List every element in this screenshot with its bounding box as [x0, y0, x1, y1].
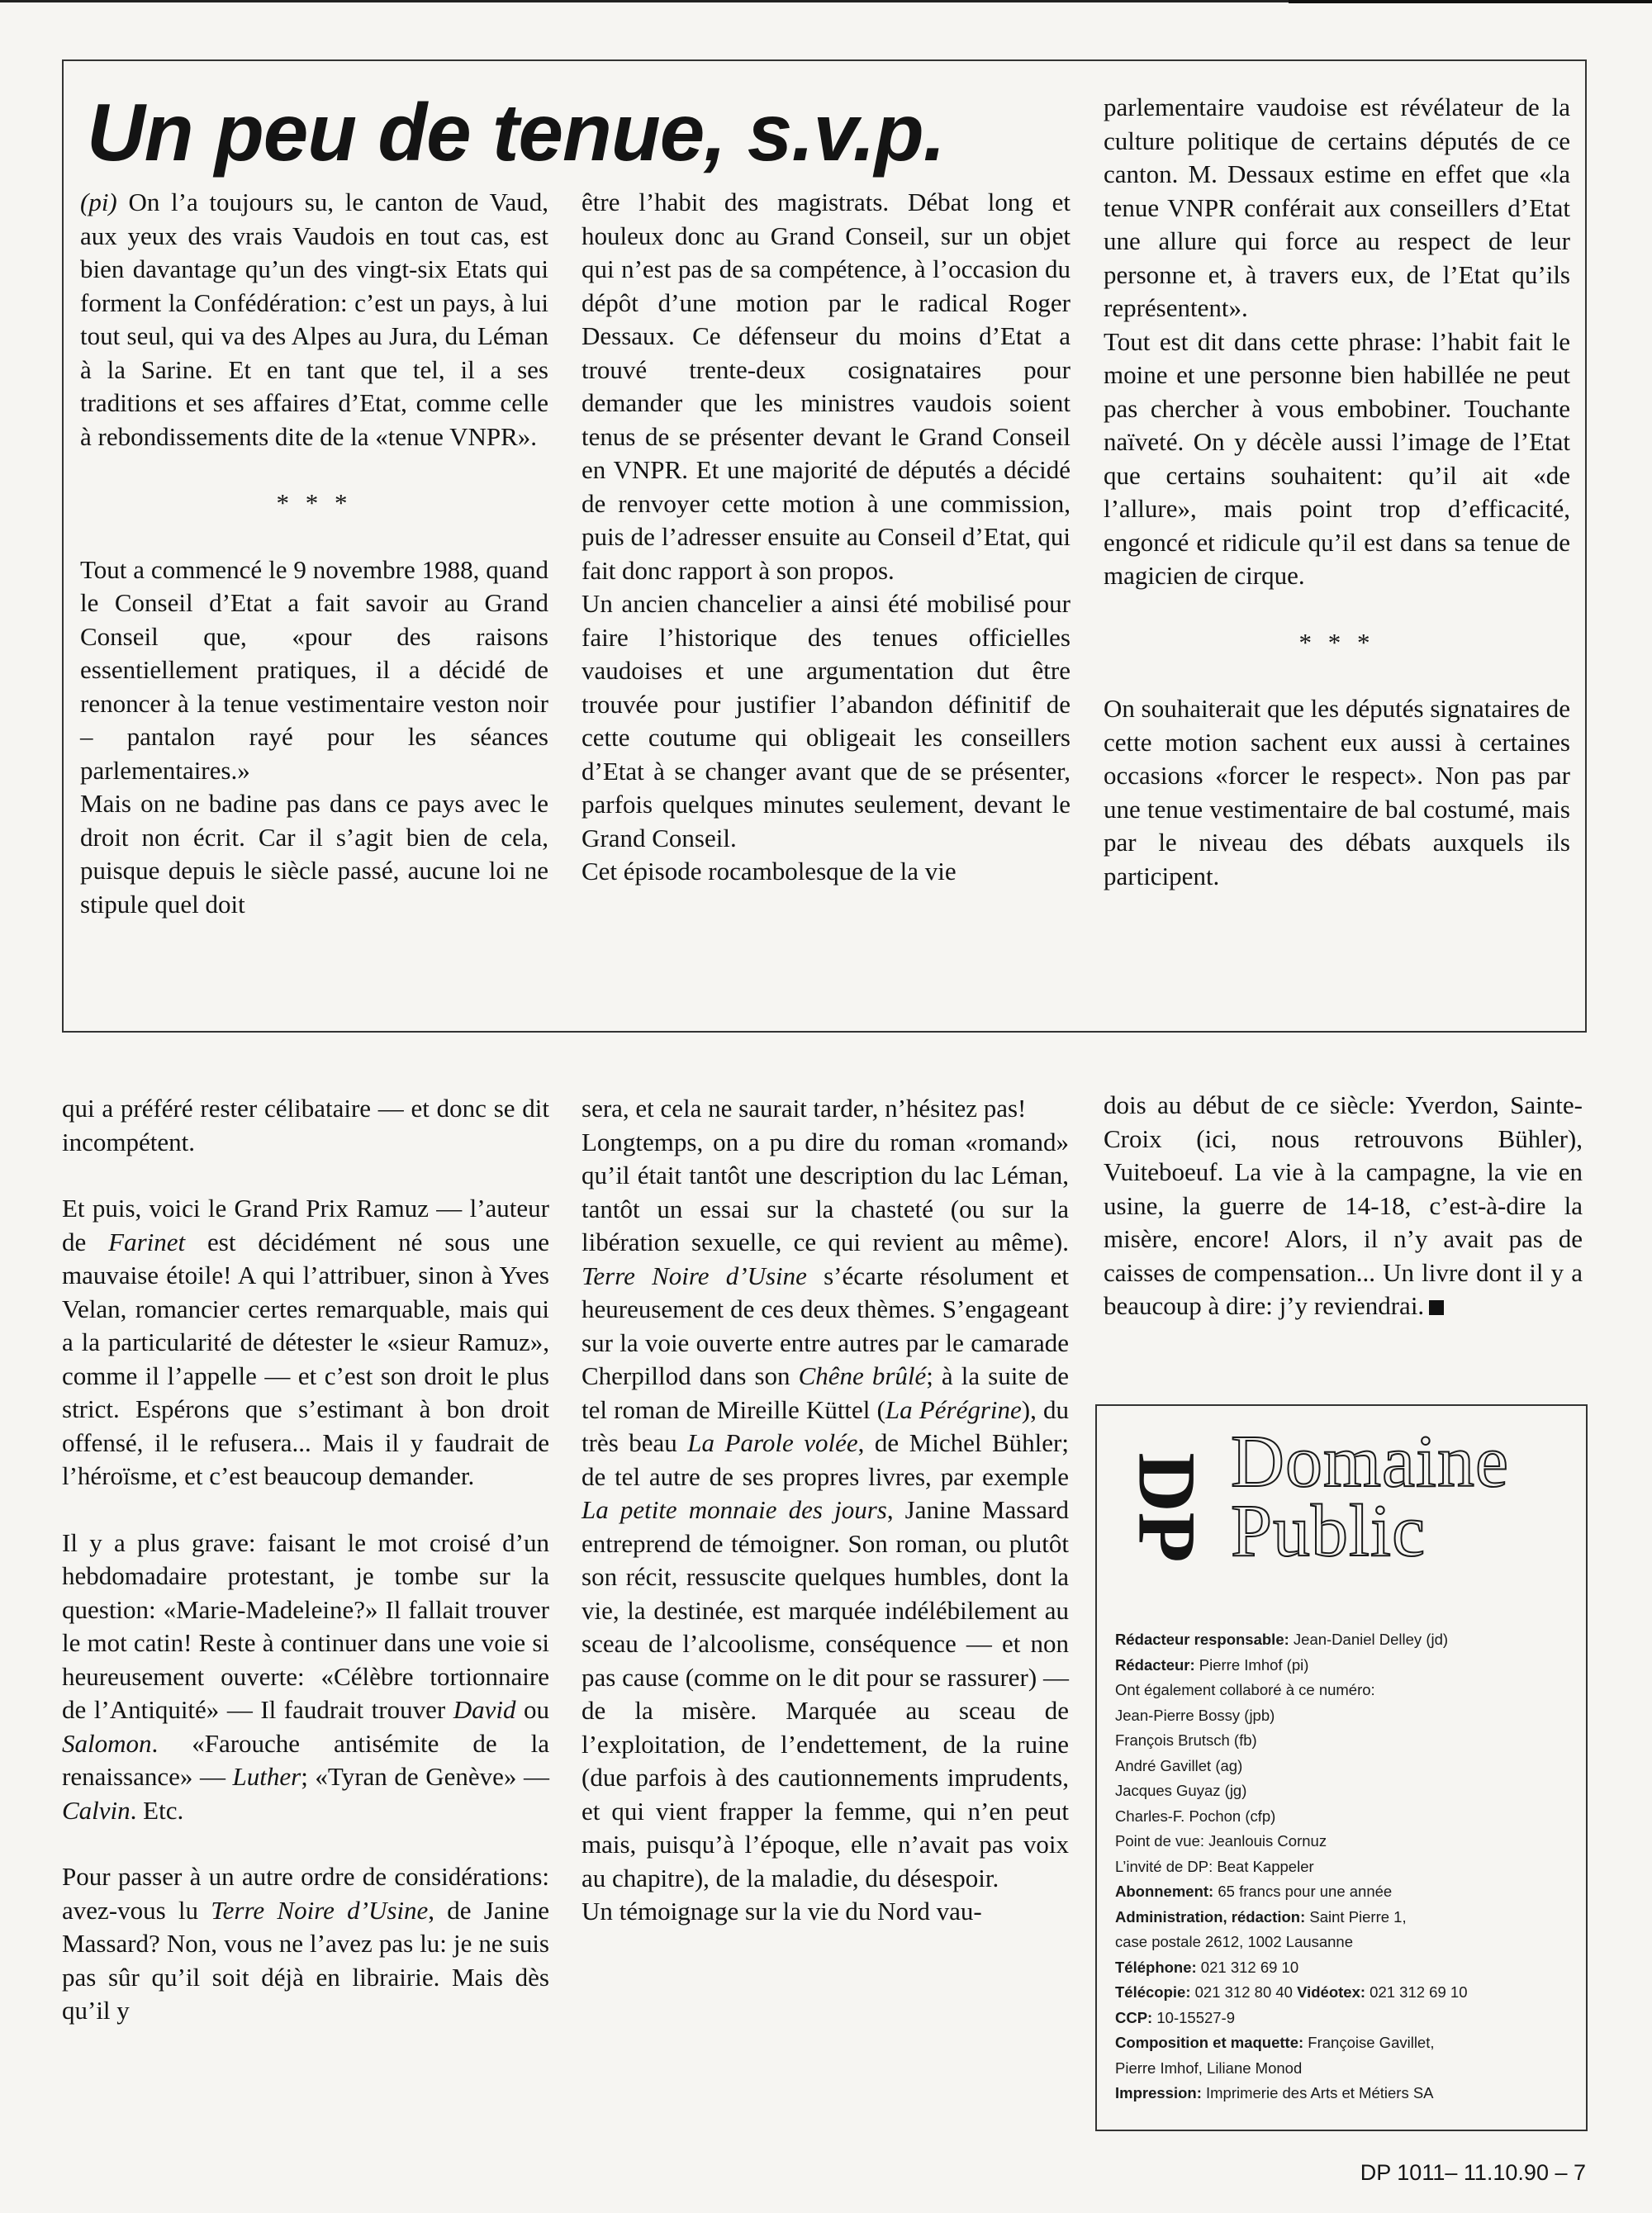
author-initials: (pi)	[80, 188, 117, 216]
imprint-line: Rédacteur responsable: Jean-Daniel Delley (jd)	[1115, 1631, 1449, 1648]
editorial-paragraph: parlementaire vaudoise est révélateur de la culture politique de certains députés de ce canton. M. Dessaux estime en effet que «la tenue VNPR conférait aux conseillers d’Etat une allure qui force au respect de leur personne et, à travers eux, de l’Etat qu’ils représentent».	[1104, 93, 1570, 322]
imprint-line: Impression: Imprimerie des Arts et Métiers SA	[1115, 2084, 1434, 2101]
article-paragraph: dois au début de ce siècle: Yverdon, Sainte-Croix (ici, nous retrouvons Bühler), Vuiteboeuf. La vie à la campagne, la vie en usine, la guerre de 14-18, c’est-à-dire la misère, encore! Alors, il n’y avait pas de caisses de compensation... Un livre dont il y a beaucoup à dire: j’y reviendrai.	[1104, 1090, 1583, 1320]
imprint-line: Abonnement: 65 francs pour une année	[1115, 1883, 1393, 1900]
editorial-paragraph: (pi) On l’a toujours su, le canton de Vaud, aux yeux des vrais Vaudois en tout cas, est bien davantage qu’un des vingt-six Etats qui forment la Confédération: c’est un pays, à lui tout seul, qui va des Alpes au Jura, du Léman à la Sarine. Et en tant que tel, il a ses traditions et ses affaires d’Etat, comme celle à rebondissements dite de la «tenue VNPR».	[80, 188, 548, 451]
editorial-paragraph: Tout est dit dans cette phrase: l’habit fait le moine et une personne bien habillée ne peut pas chercher à vous embobiner. Touchante naïveté. On y décèle aussi l’image de l’Etat que certains souhaitent: qu’il ait «de l’allure», mais point trop d’efficacité, engoncé et ridicule qu’il est dans sa tenue de magicien de cirque.	[1104, 326, 1570, 590]
imprint-line: Jean-Pierre Bossy (jpb)	[1115, 1706, 1275, 1724]
editorial-paragraph: Tout a commencé le 9 novembre 1988, quand le Conseil d’Etat a fait savoir au Grand Conseil que, «pour des raisons essentiellement pratiques, il a décidé de renoncer à la tenue vestimentaire veston noir – pantalon rayé pour les séances parlementaires.»	[80, 554, 548, 785]
editorial-paragraph: On souhaiterait que les députés signataires de cette motion sachent eux aussi à certaines occasions «forcer le respect». Non pas par une tenue vestimentaire de bal costumé, mais par le niveau des débats auxquels ils participent.	[1104, 694, 1570, 890]
imprint-line: Pierre Imhof, Liliane Monod	[1115, 2059, 1303, 2077]
page-footer: DP 1011– 11.10.90 – 7	[1360, 2160, 1586, 2185]
imprint-line: Rédacteur: Pierre Imhof (pi)	[1115, 1655, 1309, 1674]
editorial-column-3	[1104, 91, 1570, 893]
section-separator: * * *	[276, 488, 353, 517]
editorial-column-2	[582, 186, 1070, 889]
imprint-line: Jacques Guyaz (jg)	[1115, 1782, 1247, 1799]
editorial-paragraph: Cet épisode rocambolesque de la vie	[582, 857, 957, 886]
imprint-line: Point de vue: Jeanlouis Cornuz	[1115, 1832, 1327, 1850]
editorial-paragraph: Mais on ne badine pas dans ce pays avec le droit non écrit. Car il s’agit bien de cela, puisque depuis le siècle passé, aucune loi ne stipule quel doit	[80, 789, 548, 919]
article-column-1	[62, 1092, 549, 2028]
section-separator: * * *	[1298, 627, 1375, 657]
article-column-2	[582, 1092, 1069, 1929]
imprint-line: CCP: 10-15527-9	[1115, 2008, 1236, 2026]
masthead-title: Domaine Public	[1231, 1421, 1509, 1572]
editorial-paragraph: Un ancien chancelier a ainsi été mobilisé pour faire l’historique des tenues officielles vaudoises et une argumentation dut être trouvée pour justifier l’abandon définitif de cette coutume qui obligeait les conseillers d’Etat à se changer avant que de se présenter, parfois quelques minutes seulement, devant le Grand Conseil.	[582, 589, 1070, 852]
article-paragraph: Il y a plus grave: faisant le mot croisé d’un hebdomadaire protestant, je tombe sur la question: «Marie-Madeleine?» Il fallait trouver le mot catin! Reste à continuer dans une voie si heureusement ouverte: «Célèbre tortionnaire de l’Antiquité» — Il faudrait trouver David ou Salomon. «Farouche antisémite de la renaissance» — Luther; «Tyran de Genève» — Calvin. Etc.	[62, 1527, 549, 1825]
imprint-line: François Brutsch (fb)	[1115, 1731, 1257, 1749]
end-of-article-square-icon	[1429, 1300, 1444, 1315]
top-rule-accent	[1289, 0, 1652, 3]
imprint-line: L’invité de DP: Beat Kappeler	[1115, 1857, 1314, 1875]
imprint-line: case postale 2612, 1002 Lausanne	[1115, 1933, 1354, 1950]
article-paragraph: Et puis, voici le Grand Prix Ramuz — l’auteur de Farinet est décidément né sous une mauvaise étoile! A qui l’attribuer, sinon à Yves Velan, romancier certes remarquable, mais qui a la particularité de détester le «sieur Ramuz», comme il l’appelle — et c’est son droit le plus strict. Espérons que s’estimant à bon droit offensé, il le refusera... Mais il y faudrait de l’héroïsme, et c’est beaucoup demander.	[62, 1194, 549, 1490]
imprint-line: Ont également collaboré à ce numéro:	[1115, 1681, 1375, 1698]
article-paragraph: qui a préféré rester célibataire — et donc se dit incompétent.	[62, 1094, 549, 1156]
imprint-line: Télécopie: 021 312 80 40 Vidéotex: 021 312 69 10	[1115, 1983, 1468, 2001]
article-paragraph: Pour passer à un autre ordre de considérations: avez-vous lu Terre Noire d’Usine, de Janine Massard? Non, vous ne l’avez pas lu: je ne suis pas sûr qu’il soit déjà en librairie. Mais dès qu’il y	[62, 1862, 549, 2025]
imprint-line: Administration, rédaction: Saint Pierre 1,	[1115, 1907, 1407, 1926]
editorial-paragraph: être l’habit des magistrats. Débat long et houleux donc au Grand Conseil, sur un objet qui n’est pas de sa compétence, à l’occasion du dépôt d’une motion par le radical Roger Dessaux. Ce défenseur du moins d’Etat a trouvé trente-deux cosignataires pour demander que les ministres vaudois soient tenus de se présenter devant le Grand Conseil en VNPR. Et une majorité de députés a décidé de renvoyer cette motion à une commission, puis de l’adresser ensuite au Conseil d’Etat, qui fait donc rapport à son propos.	[582, 188, 1070, 585]
dp-logo	[1119, 1425, 1214, 1590]
imprint	[1115, 1627, 1578, 2106]
editorial-column-1	[80, 186, 548, 921]
imprint-line: Composition et maquette: Françoise Gavillet,	[1115, 2034, 1435, 2051]
imprint-line: André Gavillet (ag)	[1115, 1756, 1243, 1774]
headline: Un peu de tenue, s.v.p.	[87, 87, 945, 178]
dp-logo-letters: DP	[1121, 1452, 1213, 1563]
article-paragraph: sera, et cela ne saurait tarder, n’hésitez pas!	[582, 1094, 1027, 1123]
article-column-3	[1104, 1089, 1583, 1323]
article-paragraph: Longtemps, on a pu dire du roman «romand» qu’il était tantôt une description du lac Léman, tantôt un essai sur la chasteté (ou sur la libération sexuelle, ce qui revient au même). Terre Noire d’Usine s’écarte résolument et heureusement de ces deux thèmes. S’engageant sur la voie ouverte entre autres par le camarade Cherpillod dans son Chêne brûlé; à la suite de tel roman de Mireille Küttel (La Pérégrine), du très beau La Parole volée, de Michel Bühler; de tel autre de ses propres livres, par exemple La petite monnaie des jours, Janine Massard entreprend de témoigner. Son roman, ou plutôt son récit, ressuscite quelques humbles, dont la vie, la destinée, est marquée indélébilement au sceau de l’alcoolisme, conséquence — et non pas cause (comme on le dit pour se rassurer) — de la misère. Marquée au sceau de l’exploitation, de l’endettement, de la ruine (due parfois à des cautionnements imprudents, et qui vient frapper la femme, qui n’en peut mais, puisqu’à l’époque, elle n’avait pas voix au chapitre), de la maladie, du désespoir.	[582, 1127, 1070, 1892]
imprint-line: Charles-F. Pochon (cfp)	[1115, 1807, 1276, 1825]
article-paragraph: Un témoignage sur la vie du Nord vau-	[582, 1897, 982, 1926]
imprint-line: Téléphone: 021 312 69 10	[1115, 1958, 1299, 1976]
